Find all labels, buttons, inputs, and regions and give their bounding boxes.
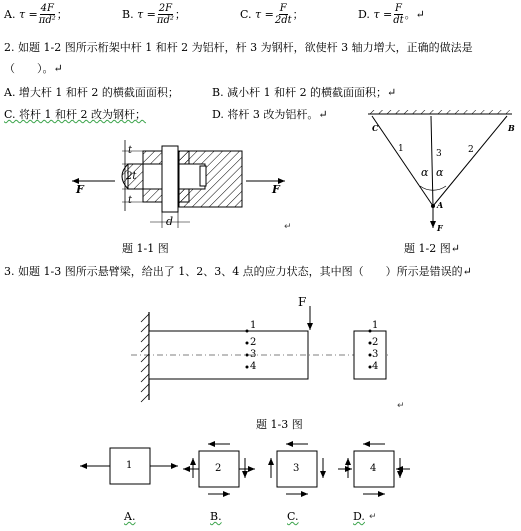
q1-option-b-fraction: $\frac{2F}{\text{πd²}}$	[156, 3, 174, 26]
beam-label-4: 4	[250, 361, 257, 372]
section-label-1: 1	[372, 320, 379, 331]
label-bar-1: 1	[398, 144, 404, 154]
q3-stem: 3. 如题 1-3 图所示悬臂梁，给出了 1、2、3、4 点的应力状态，其中图（ ）所示是错误的↵	[4, 265, 472, 278]
section-label-2: 2	[372, 337, 379, 348]
q1-option-d: D. τ = $\frac{F}{dt}$ 。↵	[358, 3, 425, 26]
beam-label-3: 3	[250, 349, 257, 360]
figure-1-2-caption: 题 1-2 图↵	[404, 242, 460, 255]
label-alpha-left: α	[421, 166, 429, 179]
element-label-2: 2	[215, 463, 222, 474]
section-label-3: 3	[372, 349, 379, 360]
section-label-4: 4	[372, 361, 379, 372]
label-force-f: F	[437, 223, 443, 233]
paragraph-mark: ↵	[284, 222, 292, 232]
element-label-4: 4	[370, 463, 377, 474]
q2-option-c: C. 将杆 1 和杆 2 改为钢杆；	[4, 108, 147, 121]
q1-option-d-fraction: $\frac{F}{dt}$	[393, 3, 404, 26]
label-force-left: F	[76, 183, 84, 196]
label-d: d	[166, 215, 174, 228]
q1-option-c-fraction: $\frac{F}{2dt}$	[274, 3, 292, 26]
option-label-c: C.	[287, 510, 299, 523]
beam-label-1: 1	[250, 320, 257, 331]
label-alpha-right: α	[436, 166, 444, 179]
label-2t: 2t	[126, 171, 137, 182]
paragraph-mark-1-3: ↵	[397, 401, 405, 411]
label-bar-2: 2	[468, 145, 474, 155]
element-label-3: 3	[293, 463, 300, 474]
beam-label-2: 2	[250, 337, 257, 348]
element-label-1: 1	[126, 460, 133, 471]
q1-option-a-fraction: $\frac{4F}{\text{πd²}}$	[38, 3, 56, 26]
option-label-b: B.	[210, 510, 222, 523]
label-bar-3: 3	[436, 149, 442, 159]
label-node-c: C	[372, 123, 379, 133]
q2-stem: 2. 如题 1-2 图所示桁架中杆 1 和杆 2 为铝杆，杆 3 为钢杆，欲使杆 3 轴力增大，正确的做法是	[4, 41, 473, 54]
label-force-beam: F	[298, 295, 307, 309]
label-t-top: t	[128, 145, 133, 156]
q2-option-b: B. 减小杆 1 和杆 2 的横截面面积；↵	[212, 86, 397, 99]
paragraph-mark-options: ↵	[369, 512, 377, 522]
label-node-a: A	[437, 200, 444, 210]
label-node-b: B	[508, 123, 515, 133]
q1-option-a: A. τ = $\frac{4F}{\text{πd²}}$ ；	[4, 3, 68, 26]
option-label-d: D.	[353, 510, 365, 523]
q1-option-b: B. τ = $\frac{2F}{\text{πd²}}$ ；	[122, 3, 186, 26]
option-label-a: A.	[124, 510, 136, 523]
figure-1-1-caption: 题 1-1 图	[122, 242, 169, 255]
q2-option-a: A. 增大杆 1 和杆 2 的横截面面积；	[4, 86, 179, 99]
q2-option-d: D. 将杆 3 改为铝杆。↵	[212, 108, 328, 121]
label-force-right: F	[272, 183, 280, 196]
figure-1-3-caption: 题 1-3 图	[256, 418, 303, 431]
q2-blank: （ ）。↵	[4, 62, 63, 75]
q1-option-c: C. τ = $\frac{F}{2dt}$ ；	[240, 3, 304, 26]
label-t-bottom: t	[128, 195, 133, 206]
